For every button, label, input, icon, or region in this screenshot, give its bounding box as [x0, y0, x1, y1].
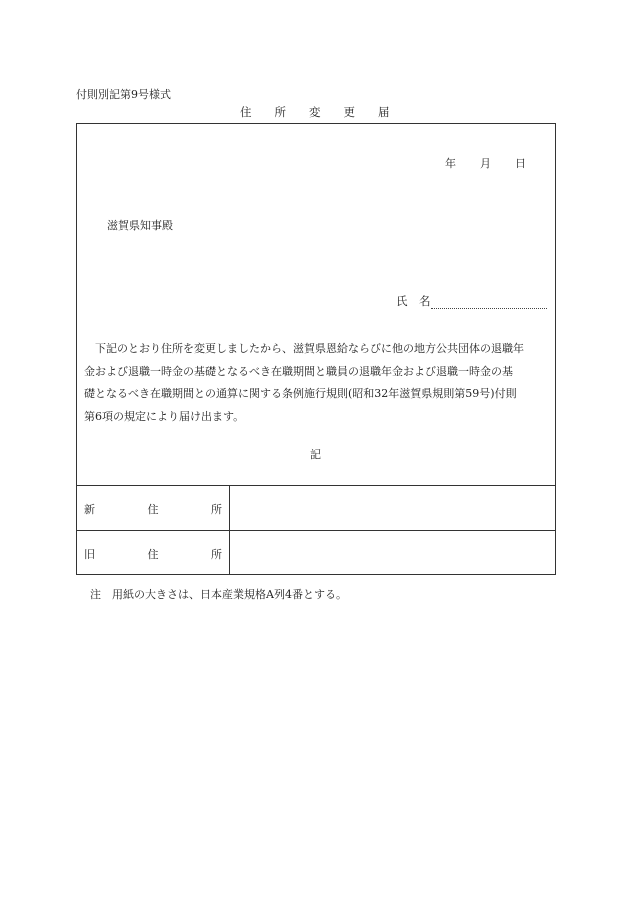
title-char: 住 — [240, 105, 252, 119]
date-line — [445, 155, 526, 171]
title-char: 更 — [343, 105, 355, 119]
old-address-label — [84, 546, 222, 562]
body-line: 下記のとおり住所を変更しましたから、滋賀県恩給ならびに他の地方公共団体の退職年 — [84, 342, 524, 355]
label-char: 所 — [211, 548, 222, 561]
form-number-label: 付則別記第9号様式 — [76, 88, 171, 101]
title-char: 届 — [378, 105, 390, 119]
addressee: 滋賀県知事殿 — [107, 219, 173, 232]
body-line: 金および退職一時金の基礎となるべき在職期間と職員の退職年金および退職一時金の基 — [84, 364, 513, 378]
declaration-text — [84, 338, 549, 428]
date-month-label: 月 — [480, 157, 491, 170]
date-year-label: 年 — [445, 157, 456, 170]
label-char: 住 — [147, 503, 159, 516]
title-char: 変 — [309, 105, 321, 119]
column-divider — [229, 485, 230, 575]
label-char: 住 — [147, 548, 159, 561]
new-address-label — [84, 501, 222, 517]
signature-label: 氏 名 — [396, 294, 431, 308]
footnote: 注 用紙の大きさは、日本産業規格A列4番とする。 — [90, 588, 347, 601]
body-line: 第6項の規定により届け出ます。 — [84, 409, 245, 423]
label-char: 旧 — [84, 548, 95, 561]
ki-heading: 記 — [310, 448, 321, 461]
divider — [76, 485, 556, 486]
title-char: 所 — [274, 105, 286, 119]
label-char: 新 — [84, 503, 95, 516]
date-day-label: 日 — [515, 157, 526, 170]
signature-field[interactable] — [431, 297, 547, 309]
divider — [76, 530, 556, 531]
document-title — [240, 104, 390, 120]
signature-line — [396, 293, 547, 309]
label-char: 所 — [211, 503, 222, 516]
body-line: 礎となるべき在職期間との通算に関する条例施行規則(昭和32年滋賀県規則第59号)付則 — [84, 387, 517, 400]
